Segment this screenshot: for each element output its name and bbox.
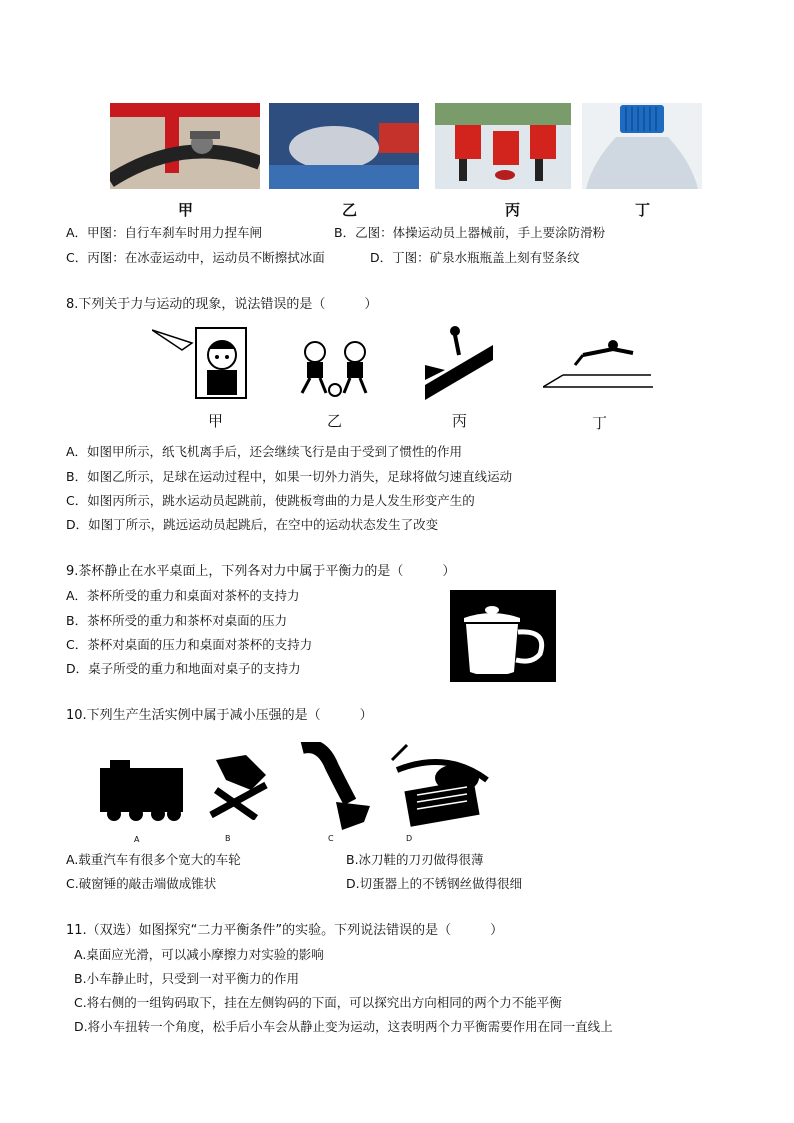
caption-bing: 丙 [505,201,521,219]
curling-photo [435,103,571,189]
q11-option-a: A.桌面应光滑，可以减小摩擦力对实验的影响 [74,947,324,962]
q9-option-c: C．茶杯对桌面的压力和桌面对茶杯的支持力 [66,637,313,652]
water-bottle-photo [582,103,702,189]
paper-plane-boy-figure [152,325,252,400]
q10-caption-a: A [134,835,140,844]
teacup-figure [450,590,556,682]
long-jump-figure [543,335,653,390]
q8-caption-bing: 丙 [452,412,468,430]
gymnast-chalk-photo [269,103,419,189]
q10-option-d: D.切蛋器上的不锈钢丝做得很细 [346,876,523,891]
q10-caption-b: B [225,834,231,843]
caption-jia: 甲 [178,201,194,219]
q8-caption-jia: 甲 [208,412,224,430]
q11-option-b: B.小车静止时，只受到一对平衡力的作用 [74,971,300,986]
truck-figure [100,760,183,822]
q9-option-a: A．茶杯所受的重力和桌面对茶杯的支持力 [66,588,300,603]
q10-caption-d: D [406,834,413,843]
q7-option-b: B．乙图：体操运动员上器械前，手上要涂防滑粉 [334,225,606,240]
q8-option-c: C．如图丙所示，跳水运动员起跳前，使跳板弯曲的力是人发生形变产生的 [66,493,475,508]
q9-option-b: B．茶杯所受的重力和茶杯对桌面的压力 [66,613,288,628]
q10-option-b: B.冰刀鞋的刀刃做得很薄 [346,852,484,867]
window-hammer-figure [292,742,374,830]
q8-caption-yi: 乙 [327,412,343,430]
q8-stem: 8.下列关于力与运动的现象，说法错误的是（ ） [66,297,378,312]
caption-yi: 乙 [342,201,358,219]
diving-board-figure [425,325,493,400]
q9-option-d: D．桌子所受的重力和地面对桌子的支持力 [66,661,301,676]
q10-stem: 10.下列生产生活实例中属于减小压强的是（ ） [66,708,373,723]
ice-skate-figure [206,750,276,820]
q10-option-c: C.破窗锤的敲击端做成锥状 [66,876,217,891]
q7-option-a: A．甲图：自行车刹车时用力捏车闸 [66,225,263,240]
q8-option-a: A．如图甲所示，纸飞机离手后，还会继续飞行是由于受到了惯性的作用 [66,444,463,459]
bike-brake-photo [110,103,260,189]
q11-option-c: C.将右侧的一组钩码取下，挂在左侧钩码的下面，可以探究出方向相同的两个力不能平衡 [74,995,562,1010]
q11-option-d: D.将小车扭转一个角度，松手后小车会从静止变为运动，这表明两个力平衡需要作用在同一直线上 [74,1019,613,1034]
q8-option-d: D．如图丁所示，跳远运动员起跳后，在空中的运动状态发生了改变 [66,517,439,532]
caption-ding: 丁 [635,201,651,219]
egg-cutter-figure [387,740,495,828]
q8-caption-ding: 丁 [592,414,608,432]
q7-option-d: D．丁图：矿泉水瓶瓶盖上刻有竖条纹 [370,250,580,265]
q10-option-a: A.载重汽车有很多个宽大的车轮 [66,852,241,867]
q8-option-b: B．如图乙所示，足球在运动过程中，如果一切外力消失，足球将做匀速直线运动 [66,469,513,484]
q9-stem: 9.茶杯静止在水平桌面上，下列各对力中属于平衡力的是（ ） [66,564,456,579]
football-players-figure [290,338,380,398]
q7-option-c: C．丙图：在冰壶运动中，运动员不断擦拭冰面 [66,250,325,265]
q10-caption-c: C [328,834,334,843]
q11-stem: 11.（双选）如图探究“二力平衡条件”的实验。下列说法错误的是（ ） [66,923,504,938]
